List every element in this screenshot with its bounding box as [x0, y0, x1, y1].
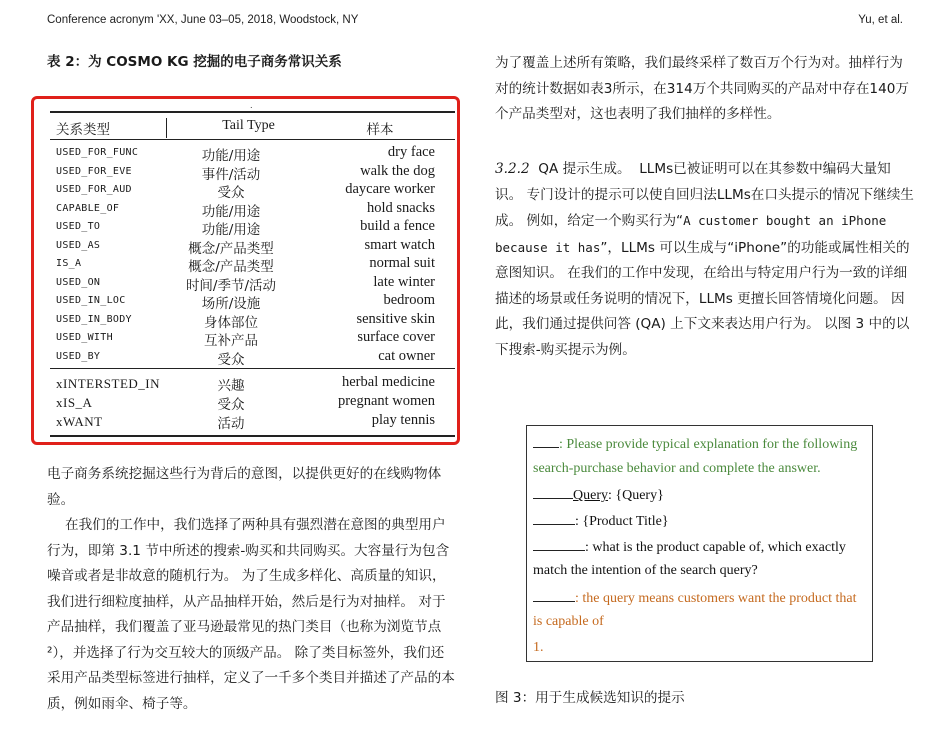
question-text: : what is the product capable of, which exactly [585, 540, 846, 555]
table-row [0, 393, 943, 411]
query-label: Query [573, 488, 608, 503]
table-row [0, 374, 943, 392]
prompt-answer-line-2: is capable of [533, 614, 604, 629]
tail-type-cell: 时间/季节/活动 [185, 277, 277, 294]
table-header-sample: 样本 [366, 122, 394, 138]
relation-type-cell: xWANT [56, 414, 103, 429]
prompt-question-line [533, 538, 846, 556]
query-value: : {Query} [608, 488, 664, 503]
tail-type-cell: 身体部位 [204, 314, 258, 331]
sample-cell: daycare worker [345, 181, 435, 197]
table-caption: 表 2：为 COSMO KG 挖掘的电子商务常识关系 [47, 54, 342, 70]
tail-type-cell: 功能/用途 [201, 222, 261, 238]
relation-type-cell: xINTERSTED_IN [56, 376, 160, 391]
tail-type-cell: 功能/用途 [201, 203, 261, 220]
figure-caption: 图 3：用于生成候选知识的提示 [495, 690, 685, 706]
answer-text: : the query means customers want the product that [575, 591, 857, 606]
tail-type-cell: 受众 [217, 351, 245, 368]
prompt-line-1 [533, 435, 857, 453]
tail-type-cell: 互补产品 [204, 333, 258, 349]
table-dot-mark: . [250, 101, 253, 110]
relation-type-cell: USED_ON [56, 276, 101, 288]
sample-cell: build a fence [360, 218, 435, 234]
relation-type-cell: USED_WITH [56, 332, 113, 343]
sample-cell: hold snacks [366, 199, 435, 216]
sample-cell: dry face [387, 144, 435, 160]
sample-cell: late winter [373, 273, 435, 290]
table-top-rule [50, 111, 455, 113]
left-paragraph-1: 电子商务系统挖掘这些行为背后的意图，以提供更好的在线购物体验。 [47, 466, 442, 508]
tail-type-cell: 受众 [217, 185, 245, 201]
tail-type-cell: 受众 [217, 397, 245, 413]
tail-type-cell: 事件/活动 [201, 166, 261, 183]
relation-type-cell: USED_TO [56, 221, 101, 232]
prompt-query-line [533, 486, 664, 504]
relation-type-cell: USED_FOR_AUD [56, 184, 132, 195]
sample-cell: normal suit [369, 255, 435, 271]
section-text-b: ”，LLMs 可以生成与“iPhone”的功能或属性相关的意图知识。 在我们的工作中发现，在给出与特定用户行为一致的详细描述的场景或任务说明的情况下，LLMs 更擅长回答情境化问题。 因此，我们通过提供问答 (QA) 上下文来表达用户行为。 以图 3 中的以下搜索-购买提示为例。 [495, 239, 910, 358]
prompt-example: A customer bought an iPhone because it has [495, 213, 887, 255]
right-paragraph-2 [495, 157, 915, 363]
blank-line [533, 435, 559, 448]
section-title: QA 提示生成。 [538, 161, 631, 177]
blank-line [533, 538, 585, 551]
blank-line [533, 512, 575, 525]
tail-type-cell: 场所/设施 [201, 296, 261, 312]
sample-cell: sensitive skin [356, 310, 435, 327]
relation-type-cell: IS_A [56, 258, 82, 269]
prompt-question-line-2: match the intention of the search query? [533, 563, 758, 578]
tail-type-cell: 兴趣 [217, 378, 245, 394]
prompt-answer-line [533, 589, 856, 607]
relation-type-cell: xIS_A [56, 395, 93, 410]
table-bottom-rule [50, 435, 455, 437]
sample-cell: herbal medicine [342, 374, 435, 390]
sample-cell: pregnant women [337, 393, 435, 409]
running-header-right: Yu, et al. [858, 14, 903, 26]
product-value: : {Product Title} [575, 514, 669, 529]
right-paragraph-1: 为了覆盖上述所有策略，我们最终采样了数百万个行为对。抽样行为对的统计数据如表3所示，在314万个共同购买的产品对中存在140万个产品类型对，这也表明了我们抽样的多样性。 [495, 55, 909, 122]
table-header-relation: 关系类型 [56, 122, 110, 138]
relation-type-cell: USED_AS [56, 239, 101, 251]
sample-cell: play tennis [371, 412, 435, 428]
running-header-left: Conference acronym 'XX, June 03–05, 2018, Woodstock, NY [47, 14, 359, 26]
prompt-product-line [533, 512, 669, 530]
tail-type-cell: 概念/产品类型 [188, 240, 274, 257]
left-paragraph-2: 在我们的工作中，我们选择了两种具有强烈潜在意图的典型用户行为，即第 3.1 节中所述的搜索-购买和共同购买。大容量行为包含噪音或者是非故意的随机行为。 为了生成多样化、高质量的知识，我们进行细粒度抽样，从产品抽样开始，然后是行为对抽样。 对于产品抽样，我们覆盖了亚马逊最常见的热门类目（也称为浏览节点²），并选择了行为交互较大的顶级产品。 除了类目标签外，我们还采用产品类型标签进行抽样，定义了一千多个类目并描述了产品的本质，例如雨伞、椅子等。 [47, 517, 455, 712]
sample-cell: cat owner [378, 347, 435, 364]
prompt-line-2: search-purchase behavior and complete the answer. [533, 461, 821, 476]
prompt-answer-line-3: 1. [533, 640, 544, 655]
table-mid-rule [50, 368, 455, 369]
blank-line [533, 486, 573, 499]
tail-type-cell: 概念/产品类型 [188, 259, 274, 275]
relation-type-cell: USED_IN_BODY [56, 313, 132, 325]
section-number: 3.2.2 [495, 161, 530, 177]
blank-line [533, 589, 575, 602]
relation-type-cell: USED_FOR_FUNC [56, 147, 139, 158]
sample-cell: walk the dog [360, 162, 435, 179]
tail-type-cell: 功能/用途 [201, 148, 261, 164]
sample-cell: smart watch [364, 236, 435, 253]
section-text-a: LLMs已被证明可以在其参数中编码大量知识。 专门设计的提示可以使自回归法LLMs在口头提示的情况下继续生成。 例如，给定一个购买行为“ [495, 161, 914, 229]
relation-type-cell: CAPABLE_OF [56, 202, 120, 214]
relation-type-cell: USED_IN_LOC [56, 295, 126, 306]
table-header-rule [50, 139, 455, 140]
relation-type-cell: USED_FOR_EVE [56, 165, 132, 177]
tail-type-cell: 活动 [217, 416, 245, 432]
sample-cell: bedroom [383, 292, 435, 308]
relation-type-cell: USED_BY [56, 350, 101, 362]
instruction-text: : Please provide typical explanation for the following [559, 437, 858, 452]
sample-cell: surface cover [357, 329, 435, 345]
table-header-tail-type: Tail Type [222, 118, 275, 133]
